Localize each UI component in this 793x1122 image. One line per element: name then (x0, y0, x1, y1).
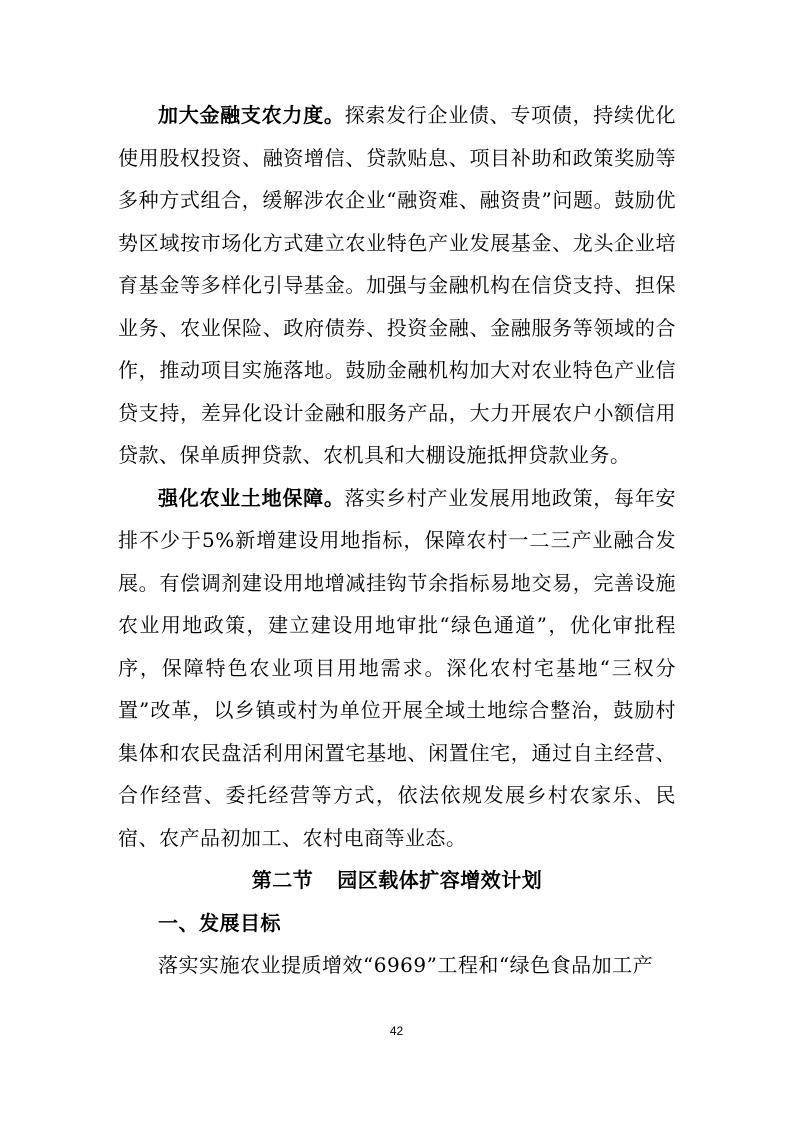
paragraph-heading-finance: 加大金融支农力度。 (158, 103, 345, 127)
paragraph-final: 落实实施农业提质增效“6969”工程和“绿色食品加工产 (158, 953, 654, 977)
section-title: 园区载体扩容增效计划 (337, 868, 543, 892)
page-number: 42 (389, 1024, 404, 1038)
page-content (118, 94, 676, 987)
paragraph-heading-land: 强化农业土地保障。 (158, 485, 345, 510)
section-number: 第二节 (251, 868, 314, 892)
paragraph-body-land: 落实乡村产业发展用地政策，每年安排不少于5%新增建设用地指标，保障农村一二三产业融合发展。有偿调剂建设用地增减挂钩节余指标易地交易，完善设施农业用地政策，建立建设用地审批“绿色通道”，优化审批程序，保障特色农业项目用地需求。深化农村宅基地“三权分置”改革，以乡镇或村为单位开展全域土地综合整治，鼓励村集体和农民盘活利用闲置宅基地、闲置住宅，通过自主经营、合作经营、委托经营等方式，依法依规发展乡村农家乐、民宿、农产品初加工、农村电商等业态。 (118, 485, 676, 850)
paragraph-body-finance: 探索发行企业债、专项债，持续优化使用股权投资、融资增信、贷款贴息、项目补助和政策奖励等多种方式组合，缓解涉农企业“融资难、融资贵”问题。鼓励优势区域按市场化方式建立农业特色产业发展基金、龙头企业培育基金等多样化引导基金。加强与金融机构在信贷支持、担保业务、农业保险、政府债券、投资金融、金融服务等领域的合作，推动项目实施落地。鼓励金融机构加大对农业特色产业信贷支持，差异化设计金融和服务产品，大力开展农户小额信用贷款、保单质押贷款、农机具和大棚设施抵押贷款业务。 (118, 103, 676, 467)
section-heading (118, 859, 676, 902)
subheading-goals: 一、发展目标 (158, 910, 281, 935)
paragraph-finance (118, 94, 676, 477)
paragraph-land (118, 477, 676, 860)
